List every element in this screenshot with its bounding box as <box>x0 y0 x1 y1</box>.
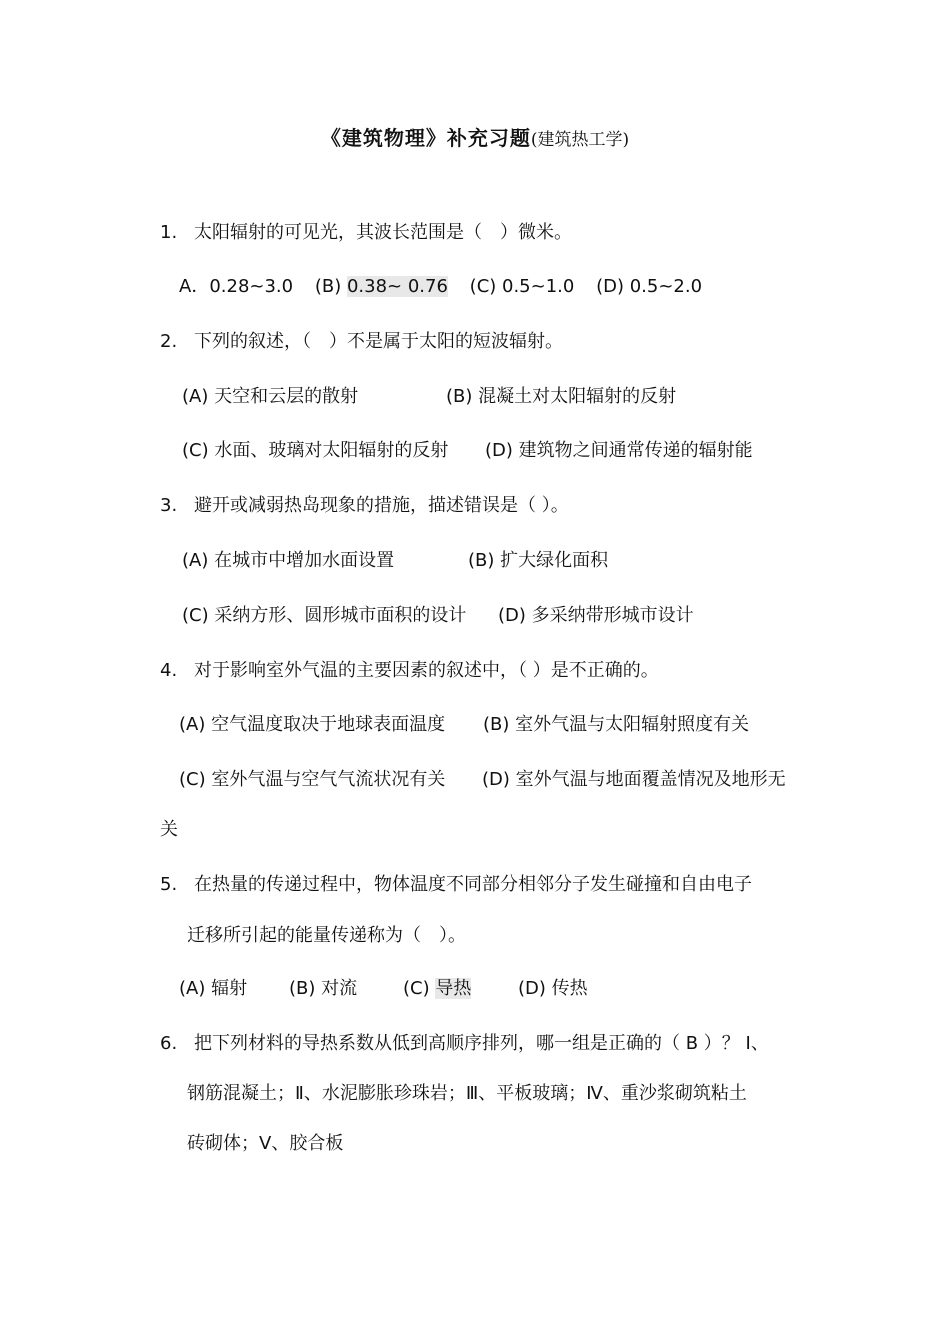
option-d: (D) 传热 <box>518 978 588 999</box>
page-title <box>0 122 950 151</box>
question-1-options <box>179 275 702 299</box>
option-c: (C) 室外气温与空气气流状况有关 <box>179 769 446 790</box>
option-d: (D) 室外气温与地面覆盖情况及地形无 <box>482 769 786 790</box>
question-number: 2. <box>160 331 178 352</box>
option-c <box>403 977 471 1001</box>
question-number: 1. <box>160 222 178 243</box>
option-b-label: (B) <box>314 276 347 297</box>
question-text: 避开或减弱热岛现象的措施，描述错误是（ ）。 <box>194 495 569 516</box>
option-a: A．0.28~3.0 <box>179 276 294 297</box>
option-a: (A) 天空和云层的散射 <box>182 386 359 407</box>
option-b: (B) 室外气温与太阳辐射照度有关 <box>483 714 750 735</box>
question-1 <box>160 221 572 245</box>
option-d-continuation: 关 <box>160 819 178 840</box>
question-2 <box>160 330 563 354</box>
option-c: (C) 0.5~1.0 <box>469 276 575 297</box>
question-text-continued: 钢筋混凝土；Ⅱ、水泥膨胀珍珠岩；Ⅲ、平板玻璃；Ⅳ、重沙浆砌筑粘土 <box>187 1083 747 1104</box>
question-number: 5. <box>160 874 178 895</box>
title-subtitle: (建筑热工学) <box>530 130 630 150</box>
option-a: (A) 辐射 <box>179 978 248 999</box>
question-number: 3. <box>160 495 178 516</box>
option-b: (B) 扩大绿化面积 <box>468 550 609 571</box>
title-main: 《建筑物理》补充习题 <box>320 126 531 150</box>
question-text: 把下列材料的导热系数从低到高顺序排列，哪一组是正确的（ B ）？ Ⅰ、 <box>194 1033 769 1054</box>
question-text: 下列的叙述，（ ）不是属于太阳的短波辐射。 <box>194 331 563 352</box>
option-b <box>315 275 448 299</box>
option-c: (C) 水面、玻璃对太阳辐射的反射 <box>182 440 449 461</box>
question-number: 4. <box>160 660 178 681</box>
option-d: (D) 0.5~2.0 <box>596 276 703 297</box>
option-c-value: 导热 <box>435 978 472 999</box>
question-text: 对于影响室外气温的主要因素的叙述中，（ ）是不正确的。 <box>194 660 659 681</box>
option-b: (B) 对流 <box>289 978 358 999</box>
question-text: 在热量的传递过程中，物体温度不同部分相邻分子发生碰撞和自由电子 <box>194 874 752 895</box>
question-number: 6. <box>160 1033 178 1054</box>
option-a: (A) 空气温度取决于地球表面温度 <box>179 714 446 735</box>
question-text-continued: 砖砌体；Ⅴ、胶合板 <box>187 1133 344 1154</box>
question-6 <box>160 1032 769 1056</box>
option-a: (A) 在城市中增加水面设置 <box>182 550 395 571</box>
question-5 <box>160 873 752 897</box>
question-3 <box>160 494 569 518</box>
option-d: (D) 建筑物之间通常传递的辐射能 <box>485 440 753 461</box>
question-text: 太阳辐射的可见光，其波长范围是（ ）微米。 <box>194 222 572 243</box>
option-c: (C) 采纳方形、圆形城市面积的设计 <box>182 605 467 626</box>
option-d: (D) 多采纳带形城市设计 <box>498 605 694 626</box>
question-text-continued: 迁移所引起的能量传递称为（ ）。 <box>187 925 466 946</box>
option-b-value: 0.38~ 0.76 <box>346 276 448 297</box>
option-b: (B) 混凝土对太阳辐射的反射 <box>446 386 677 407</box>
option-c-label: (C) <box>403 978 436 999</box>
question-4 <box>160 659 659 683</box>
